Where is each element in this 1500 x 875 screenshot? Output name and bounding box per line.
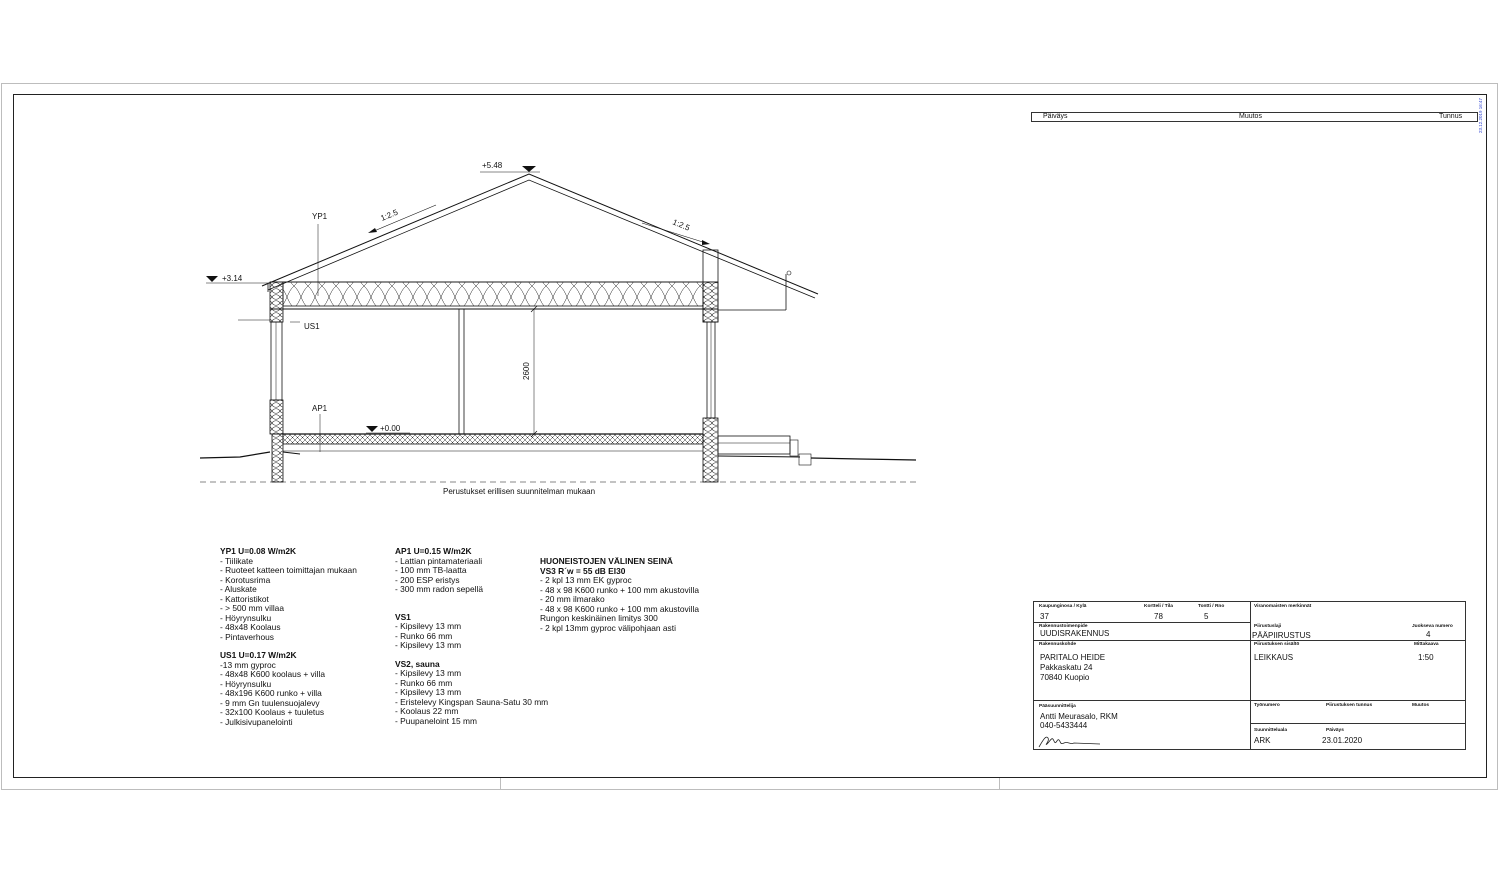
viranomainen-label: Viranomaisten merkinnät: [1254, 604, 1312, 609]
spec-line: - Kipsilevy 13 mm: [395, 640, 462, 650]
spec-line: - Korotusrima: [220, 574, 271, 585]
spec-line: - 48x196 K600 runko + villa: [220, 688, 322, 698]
muutos-label: Muutos: [1412, 703, 1430, 708]
eaves-elevation: +3.14: [222, 274, 243, 283]
floor-tag: AP1: [312, 404, 328, 413]
tontti-value: 5: [1204, 612, 1209, 621]
title-block: [1033, 601, 1466, 750]
spec-column-middle: [395, 547, 548, 726]
spec-line: - Höyrynsulku: [220, 612, 272, 623]
kaupunginosa-value: 37: [1040, 612, 1049, 621]
spec-line: - Lattian pintamateriaali: [395, 555, 483, 566]
kortteli-label: Kortteli / Tila: [1144, 604, 1173, 609]
piirustus-tunnus-label: Piirustuksen tunnus: [1326, 703, 1373, 708]
spec-column-right: [540, 557, 699, 633]
right-wall: [703, 250, 718, 482]
kohde-line: PARITALO HEIDE: [1040, 653, 1106, 662]
spec-line: - 2 kpl 13 mm EK gyproc: [540, 575, 632, 585]
sisalto-value: LEIKKAUS: [1254, 653, 1294, 662]
spec-vs3-title: VS3 R´w = 55 dB EI30: [540, 565, 626, 576]
floor-elevation: +0.00: [380, 424, 401, 433]
signature: [1038, 732, 1104, 750]
spec-vs3-heading: HUONEISTOJEN VÄLINEN SEINÄ: [540, 556, 673, 566]
spec-line: - 48 x 98 K600 runko + 100 mm akustovilla: [540, 584, 699, 595]
left-wall: [238, 282, 283, 482]
spec-line: - 300 mm radon sepellä: [395, 584, 483, 594]
spec-line: - 20 mm ilmarako: [540, 594, 605, 604]
revision-change-header: Muutos: [1239, 113, 1262, 120]
paivays-label: Päiväys: [1326, 728, 1344, 733]
level-marker-icon: [206, 276, 218, 282]
spec-vs1-title: VS1: [395, 611, 411, 622]
spec-vs2-title: VS2, sauna: [395, 658, 440, 669]
spec-line: - Ruoteet katteen toimittajan mukaan: [220, 565, 357, 575]
spec-line: Rungon keskinäinen limitys 300: [540, 613, 658, 623]
spec-line: - Kipsilevy 13 mm: [395, 668, 462, 678]
floor-slab: [283, 434, 703, 444]
piirustuslaji-value: PÄÄPIIRUSTUS: [1252, 631, 1311, 640]
spec-us1-title: US1 U=0.17 W/m2K: [220, 650, 297, 660]
spec-line: - Höyrynsulku: [220, 678, 272, 689]
kortteli-value: 78: [1154, 612, 1163, 621]
terrace: [718, 436, 811, 465]
spec-line: - Julkisivupanelointi: [220, 716, 293, 727]
interior-partition: [459, 309, 464, 434]
toimenpide-label: Rakennustoimenpide: [1039, 624, 1088, 629]
mittakaava-value: 1:50: [1418, 653, 1434, 662]
spec-line: - Kipsilevy 13 mm: [395, 621, 462, 631]
spec-line: - 9 mm Gn tuulensuojalevy: [220, 697, 320, 708]
revision-date-header: Päiväys: [1043, 113, 1068, 120]
spec-line: -13 mm gyproc: [220, 659, 276, 670]
spec-line: - 48x48 Koolaus: [220, 622, 281, 632]
spec-line: - 32x100 Koolaus + tuuletus: [220, 707, 325, 717]
spec-line: - Tiilikate: [220, 555, 254, 566]
toimenpide-value: UUDISRAKENNUS: [1040, 629, 1110, 638]
juokseva-value: 4: [1426, 630, 1431, 639]
spec-yp1-title: YP1 U=0.08 W/m2K: [220, 546, 297, 556]
spec-line: - Pintaverhous: [220, 631, 274, 642]
roof-tag: YP1: [312, 212, 328, 221]
piirustuslaji-label: Piirustuslaji: [1254, 624, 1282, 629]
plot-timestamp: 23.12.2019 16:47: [1478, 98, 1483, 134]
suunnittelija-label: Pääsuunnittelija: [1039, 704, 1076, 709]
spec-line: - Aluskate: [220, 584, 257, 594]
slope-label: 1:2.5: [671, 217, 692, 233]
ceiling-insulation: [283, 282, 703, 306]
spec-ap1-title: AP1 U=0.15 W/m2K: [395, 546, 472, 556]
spec-line: - 100 mm TB-laatta: [395, 565, 467, 575]
spec-line: - 200 ESP eristys: [395, 574, 460, 585]
spec-column-left: [220, 547, 357, 727]
sisalto-label: Piirustuksen sisältö: [1254, 642, 1300, 647]
suunnittelija-line: Antti Meurasalo, RKM: [1040, 712, 1118, 721]
wall-tag: US1: [304, 322, 320, 331]
kohde-line: 70840 Kuopio: [1040, 673, 1090, 682]
spec-line: - Puupaneloint 15 mm: [395, 715, 477, 726]
kohde-line: Pakkaskatu 24: [1040, 663, 1093, 672]
spec-line: - 48 x 98 K600 runko + 100 mm akustovilla: [540, 603, 699, 614]
spec-line: - Eristelevy Kingspan Sauna-Satu 30 mm: [395, 696, 549, 707]
ground-line: [200, 452, 916, 482]
slope-label: 1:2.5: [379, 207, 400, 223]
mittakaava-label: Mittakaava: [1414, 642, 1439, 647]
spec-line: - > 500 mm villaa: [220, 603, 284, 613]
juokseva-label: Juokseva numero: [1412, 624, 1453, 629]
spec-line: - 48x48 K600 koolaus + villa: [220, 669, 325, 679]
tontti-label: Tontti / Rno: [1198, 604, 1225, 609]
level-marker-icon: [366, 426, 378, 432]
height-dimension: 2600: [522, 362, 531, 380]
kaupunginosa-label: Kaupunginosa / Kylä: [1039, 604, 1087, 609]
suunnitteluala-value: ARK: [1254, 736, 1271, 745]
suunnittelija-line: 040-5433444: [1040, 721, 1088, 730]
ridge-elevation: +5.48: [482, 161, 503, 170]
tyonumero-label: Työnumero: [1254, 703, 1280, 708]
revision-code-header: Tunnus: [1439, 113, 1463, 120]
kohde-label: Rakennuskohde: [1039, 642, 1077, 647]
paivays-value: 23.01.2020: [1322, 736, 1363, 745]
spec-line: - Kattoristikot: [220, 593, 269, 604]
spec-line: - Runko 66 mm: [395, 630, 453, 641]
spec-line: - Kipsilevy 13 mm: [395, 687, 462, 697]
spec-line: - Koolaus 22 mm: [395, 706, 459, 716]
revision-table: [1031, 112, 1478, 122]
level-marker-icon: [522, 166, 536, 172]
spec-line: - Runko 66 mm: [395, 677, 453, 688]
spec-line: - 2 kpl 13mm gyproc välipohjaan asti: [540, 622, 676, 633]
foundation-note: Perustukset erillisen suunnitelman mukaan: [443, 487, 596, 496]
suunnitteluala-label: Suunnitteluala: [1254, 728, 1288, 733]
